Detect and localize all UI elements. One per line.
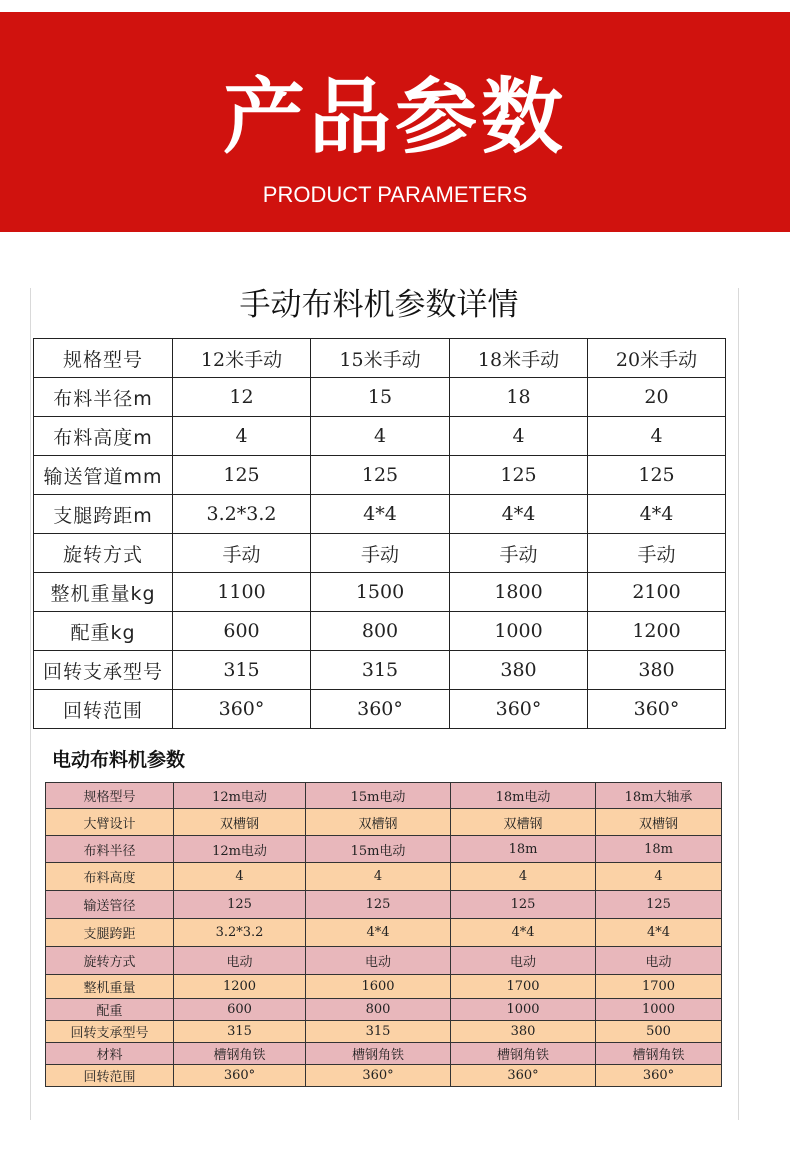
table-row [34,495,726,534]
row-label-cell: 布料半径 [46,836,174,863]
value-cell: 3.2*3.2 [174,919,306,947]
value-cell: 18m电动 [451,783,596,809]
value-cell: 4 [174,863,306,891]
table-row [34,534,726,573]
row-label-cell: 回转范围 [46,1065,174,1087]
value-cell: 1000 [450,612,588,651]
electric-spreader-table [45,782,722,1087]
electric-table-title: 电动布料机参数 [52,749,186,771]
value-cell: 电动 [306,947,451,975]
value-cell: 电动 [596,947,722,975]
value-cell: 20米手动 [588,339,726,378]
table-row [34,573,726,612]
value-cell: 4 [306,863,451,891]
row-label-cell: 布料高度m [34,417,173,456]
value-cell: 600 [173,612,311,651]
value-cell: 4 [596,863,722,891]
value-cell: 1800 [450,573,588,612]
row-label-cell: 回转支承型号 [34,651,173,690]
value-cell: 360° [450,690,588,729]
value-cell: 手动 [173,534,311,573]
value-cell: 125 [173,456,311,495]
value-cell: 125 [174,891,306,919]
row-label-cell: 旋转方式 [34,534,173,573]
value-cell: 125 [311,456,450,495]
row-label-cell: 整机重量kg [34,573,173,612]
value-cell: 手动 [311,534,450,573]
value-cell: 4 [588,417,726,456]
value-cell: 315 [173,651,311,690]
row-label-cell: 支腿跨距 [46,919,174,947]
value-cell: 1700 [451,975,596,999]
value-cell: 电动 [451,947,596,975]
row-label-cell: 旋转方式 [46,947,174,975]
value-cell: 360° [451,1065,596,1087]
value-cell: 315 [174,1021,306,1043]
value-cell: 20 [588,378,726,417]
value-cell: 18m [596,836,722,863]
value-cell: 360° [311,690,450,729]
row-label-cell: 配重kg [34,612,173,651]
value-cell: 双槽钢 [451,809,596,836]
value-cell: 380 [451,1021,596,1043]
value-cell: 手动 [450,534,588,573]
value-cell: 360° [173,690,311,729]
value-cell: 4*4 [588,495,726,534]
table-row [46,863,722,891]
value-cell: 12m电动 [174,836,306,863]
value-cell: 15m电动 [306,836,451,863]
value-cell: 4*4 [306,919,451,947]
value-cell: 双槽钢 [174,809,306,836]
value-cell: 4 [451,863,596,891]
table-row [46,947,722,975]
table-row [34,651,726,690]
value-cell: 125 [451,891,596,919]
value-cell: 槽钢角铁 [451,1043,596,1065]
value-cell: 500 [596,1021,722,1043]
value-cell: 360° [174,1065,306,1087]
value-cell: 18m大轴承 [596,783,722,809]
table-row [34,417,726,456]
value-cell: 18米手动 [450,339,588,378]
table-row [46,1065,722,1087]
row-label-cell: 材料 [46,1043,174,1065]
value-cell: 3.2*3.2 [173,495,311,534]
value-cell: 4 [311,417,450,456]
value-cell: 4*4 [311,495,450,534]
value-cell: 2100 [588,573,726,612]
value-cell: 125 [588,456,726,495]
value-cell: 1600 [306,975,451,999]
value-cell: 12m电动 [174,783,306,809]
value-cell: 125 [306,891,451,919]
value-cell: 600 [174,999,306,1021]
value-cell: 315 [306,1021,451,1043]
row-label-cell: 配重 [46,999,174,1021]
manual-table-title: 手动布料机参数详情 [239,287,519,323]
value-cell: 1700 [596,975,722,999]
value-cell: 手动 [588,534,726,573]
row-label-cell: 规格型号 [34,339,173,378]
value-cell: 380 [450,651,588,690]
row-label-cell: 整机重量 [46,975,174,999]
row-label-cell: 规格型号 [46,783,174,809]
table-row [46,919,722,947]
row-label-cell: 回转范围 [34,690,173,729]
left-edge-divider [30,288,31,1120]
value-cell: 1100 [173,573,311,612]
value-cell: 双槽钢 [596,809,722,836]
value-cell: 12米手动 [173,339,311,378]
value-cell: 15m电动 [306,783,451,809]
value-cell: 槽钢角铁 [174,1043,306,1065]
table-row [46,975,722,999]
value-cell: 18 [450,378,588,417]
table-row [34,456,726,495]
value-cell: 18m [451,836,596,863]
value-cell: 槽钢角铁 [306,1043,451,1065]
row-label-cell: 布料高度 [46,863,174,891]
value-cell: 1000 [451,999,596,1021]
table-row [46,999,722,1021]
value-cell: 电动 [174,947,306,975]
value-cell: 双槽钢 [306,809,451,836]
table-row [34,339,726,378]
row-label-cell: 布料半径m [34,378,173,417]
value-cell: 800 [306,999,451,1021]
value-cell: 4*4 [596,919,722,947]
banner-subtitle: PRODUCT PARAMETERS [262,182,528,207]
value-cell: 1200 [174,975,306,999]
row-label-cell: 输送管径 [46,891,174,919]
value-cell: 360° [596,1065,722,1087]
value-cell: 360° [306,1065,451,1087]
row-label-cell: 支腿跨距m [34,495,173,534]
value-cell: 380 [588,651,726,690]
value-cell: 15 [311,378,450,417]
value-cell: 槽钢角铁 [596,1043,722,1065]
value-cell: 4 [450,417,588,456]
row-label-cell: 回转支承型号 [46,1021,174,1043]
table-row [46,891,722,919]
value-cell: 125 [450,456,588,495]
table-row [46,1043,722,1065]
value-cell: 12 [173,378,311,417]
value-cell: 4*4 [450,495,588,534]
table-row [46,1021,722,1043]
value-cell: 4*4 [451,919,596,947]
row-label-cell: 大臂设计 [46,809,174,836]
value-cell: 1000 [596,999,722,1021]
table-row [46,783,722,809]
value-cell: 15米手动 [311,339,450,378]
right-edge-divider [738,288,739,1120]
manual-spreader-table [33,338,726,729]
table-row [34,378,726,417]
banner-title: 产品参数 [222,70,567,165]
value-cell: 315 [311,651,450,690]
value-cell: 1500 [311,573,450,612]
table-row [34,690,726,729]
value-cell: 1200 [588,612,726,651]
value-cell: 125 [596,891,722,919]
table-row [34,612,726,651]
row-label-cell: 输送管道mm [34,456,173,495]
value-cell: 4 [173,417,311,456]
table-row [46,836,722,863]
value-cell: 360° [588,690,726,729]
header-banner [0,12,790,232]
value-cell: 800 [311,612,450,651]
table-row [46,809,722,836]
